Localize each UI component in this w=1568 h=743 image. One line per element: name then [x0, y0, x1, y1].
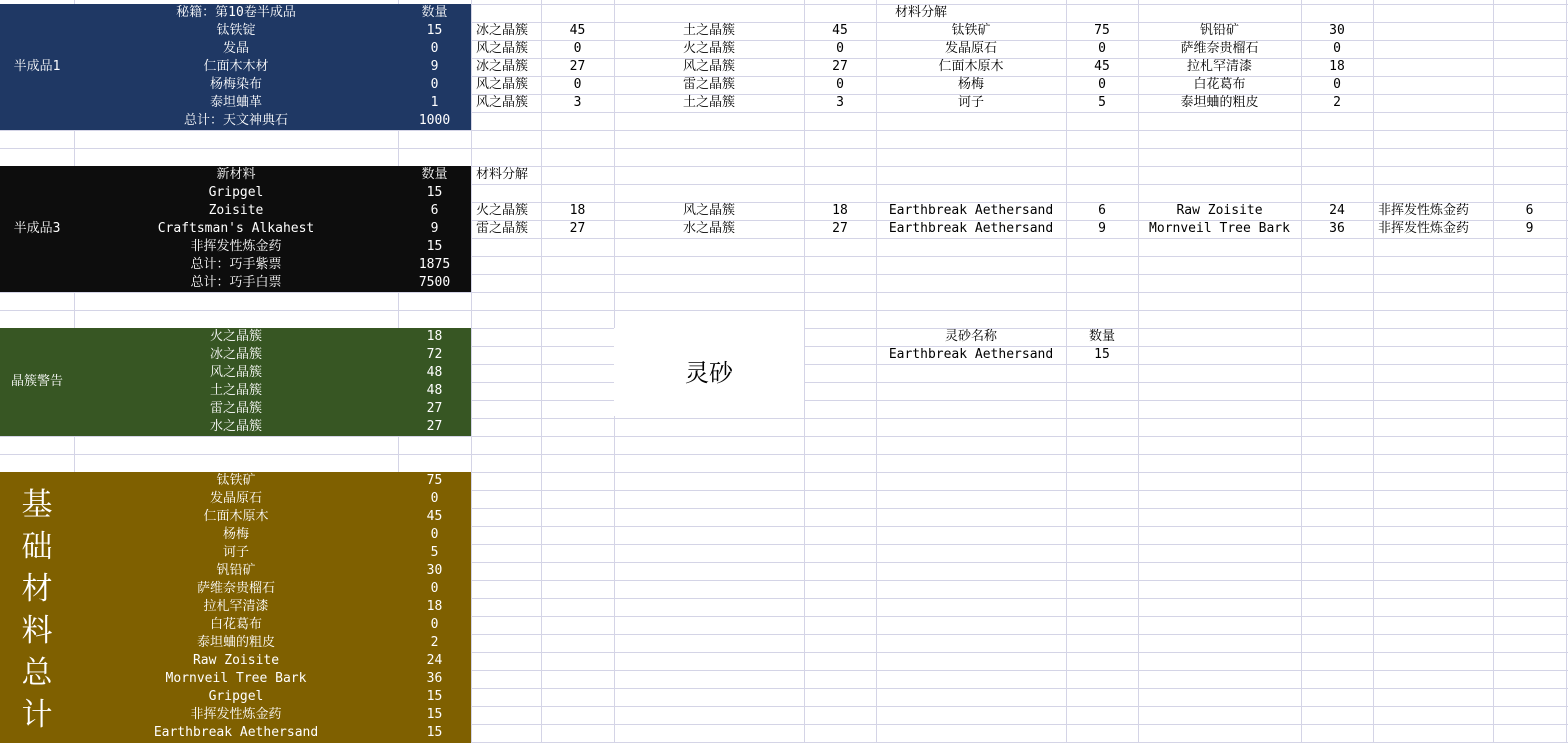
material-qty-cell[interactable]: 45	[1094, 59, 1110, 74]
material-name-cell[interactable]: 发晶原石	[944, 41, 997, 56]
material-qty-cell[interactable]: 3	[836, 95, 844, 110]
semi-product-1-label[interactable]: 半成品1	[13, 59, 61, 74]
material-qty-cell[interactable]: 0	[573, 41, 582, 56]
item-name[interactable]: Mornveil Tree Bark	[165, 671, 307, 686]
material-qty-cell[interactable]: 9	[1098, 221, 1106, 236]
material-qty-cell[interactable]: 45	[832, 23, 848, 38]
material-name-cell[interactable]: 冰之晶簇	[476, 23, 529, 38]
item-qty[interactable]: 0	[430, 617, 439, 632]
row-gridline	[0, 148, 1568, 149]
item-qty[interactable]: 15	[426, 725, 443, 740]
material-qty-cell[interactable]: 27	[832, 59, 848, 74]
material-qty-cell[interactable]: 6	[1098, 203, 1106, 218]
item-qty[interactable]: 45	[426, 509, 443, 524]
item-name[interactable]: Raw Zoisite	[192, 653, 280, 668]
item-qty[interactable]: 0	[430, 581, 439, 596]
list-item	[0, 94, 471, 112]
block1-header-name[interactable]: 秘籍：第10卷半成品	[176, 5, 296, 20]
material-qty-cell[interactable]: 18	[832, 203, 848, 218]
material-qty-cell[interactable]: 30	[1329, 23, 1345, 38]
material-name-cell[interactable]: 风之晶簇	[476, 41, 529, 56]
material-name-cell[interactable]: 土之晶簇	[682, 23, 735, 38]
item-name[interactable]: 钛铁矿	[216, 473, 256, 488]
material-qty-cell[interactable]: 45	[569, 23, 586, 38]
block3-header-qty[interactable]: 数量	[421, 167, 448, 182]
list-item	[0, 346, 471, 364]
list-item	[0, 328, 471, 346]
base-label-char: 料	[21, 613, 53, 649]
list-item	[0, 526, 471, 544]
item-name[interactable]: Zoisite	[208, 203, 264, 218]
material-qty-cell[interactable]: 0	[1098, 41, 1106, 56]
item-qty[interactable]: 18	[426, 329, 443, 344]
material-qty-cell[interactable]: 9	[1525, 221, 1534, 236]
block1-header-row	[0, 4, 471, 22]
item-name[interactable]: 非挥发性炼金药	[190, 239, 282, 254]
material-name-cell[interactable]: 钒铅矿	[1199, 23, 1239, 38]
list-item	[0, 634, 471, 652]
block3-header-name[interactable]: 新材料	[216, 167, 256, 182]
material-qty-cell[interactable]: 3	[573, 95, 582, 110]
material-qty-cell[interactable]: 2	[1333, 95, 1341, 110]
item-qty[interactable]: 15	[426, 239, 443, 254]
material-name-cell[interactable]: Earthbreak Aethersand	[888, 221, 1054, 236]
item-name[interactable]: Gripgel	[208, 689, 264, 704]
material-name-cell[interactable]: 冰之晶簇	[476, 59, 529, 74]
column-gridline	[1493, 0, 1494, 743]
material-name-cell[interactable]: 风之晶簇	[476, 77, 529, 92]
item-qty[interactable]: 27	[426, 401, 443, 416]
item-name[interactable]: 杨梅	[222, 527, 249, 542]
list-item	[0, 706, 471, 724]
item-name[interactable]: 仁面木木材	[203, 59, 269, 74]
item-name[interactable]: 杨梅染布	[209, 77, 262, 92]
item-qty[interactable]: 15	[426, 707, 443, 722]
material-name-cell[interactable]: Mornveil Tree Bark	[1149, 221, 1290, 236]
list-item	[0, 184, 471, 202]
item-qty[interactable]: 15	[426, 23, 443, 38]
base-label-char: 础	[21, 529, 53, 565]
material-qty-cell[interactable]: 27	[569, 59, 586, 74]
material-qty-cell[interactable]: 75	[1094, 23, 1110, 38]
item-name[interactable]: 发晶原石	[209, 491, 262, 506]
lingsha-name[interactable]: Earthbreak Aethersand	[888, 347, 1054, 362]
material-qty-cell[interactable]: 5	[1098, 95, 1106, 110]
item-qty[interactable]: 36	[426, 671, 443, 686]
material-name-cell[interactable]: 风之晶簇	[476, 95, 529, 110]
item-name[interactable]: Gripgel	[208, 185, 264, 200]
material-qty-cell[interactable]: 0	[836, 41, 844, 56]
list-item	[0, 112, 471, 130]
semi-product-3-block	[0, 166, 471, 292]
row-gridline	[0, 130, 1568, 131]
list-item	[0, 418, 471, 436]
item-qty[interactable]: 7500	[418, 275, 451, 290]
block1-header-qty[interactable]: 数量	[421, 5, 448, 20]
material-name-cell[interactable]: 杨梅	[957, 77, 984, 92]
material-name-cell[interactable]: 仁面木原木	[938, 59, 1004, 74]
material-name-cell[interactable]: 土之晶簇	[682, 95, 735, 110]
base-label-char: 基	[21, 487, 53, 523]
material-qty-cell[interactable]: 0	[836, 77, 844, 92]
item-qty[interactable]: 0	[430, 77, 439, 92]
column-gridline	[1566, 0, 1567, 743]
material-name-cell[interactable]: 水之晶簇	[682, 221, 735, 236]
list-item	[0, 76, 471, 94]
item-name[interactable]: 诃子	[222, 545, 249, 560]
list-item	[0, 670, 471, 688]
item-qty[interactable]: 24	[426, 653, 443, 668]
item-name[interactable]: 拉札罕清漆	[203, 599, 269, 614]
item-qty[interactable]: 48	[426, 365, 443, 380]
item-qty[interactable]: 18	[426, 599, 443, 614]
base-label-char: 总	[21, 655, 53, 691]
material-qty-cell[interactable]: 27	[569, 221, 586, 236]
material-name-cell[interactable]: 风之晶簇	[682, 59, 735, 74]
item-name[interactable]: 火之晶簇	[209, 329, 262, 344]
item-name[interactable]: 冰之晶簇	[209, 347, 262, 362]
list-item	[0, 688, 471, 706]
item-qty[interactable]: 2	[430, 635, 439, 650]
list-item	[0, 202, 471, 220]
row-gridline	[0, 292, 1568, 293]
column-gridline	[471, 0, 472, 743]
list-item	[0, 652, 471, 670]
item-name[interactable]: 泰坦蛐的粗皮	[196, 635, 275, 650]
item-name[interactable]: 风之晶簇	[209, 365, 262, 380]
item-qty[interactable]: 0	[430, 527, 439, 542]
lingsha-header-name[interactable]: 灵砂名称	[944, 329, 997, 344]
item-qty[interactable]: 48	[426, 383, 443, 398]
item-name[interactable]: 钒铅矿	[216, 563, 256, 578]
item-qty[interactable]: 27	[426, 419, 443, 434]
item-name[interactable]: Craftsman's Alkahest	[157, 221, 315, 236]
item-qty[interactable]: 75	[426, 473, 443, 488]
item-name[interactable]: 萨维奈贵榴石	[196, 581, 275, 596]
item-name[interactable]: 土之晶簇	[209, 383, 262, 398]
item-name[interactable]: 总计：天文神典石	[183, 113, 288, 128]
item-name[interactable]: 钛铁锭	[216, 23, 256, 38]
item-qty[interactable]: 0	[430, 41, 439, 56]
material-qty-cell[interactable]: 18	[1329, 59, 1345, 74]
list-item	[0, 400, 471, 418]
list-item	[0, 724, 471, 742]
material-qty-cell[interactable]: 18	[569, 203, 586, 218]
list-item	[0, 508, 471, 526]
material-name-cell[interactable]: 雷之晶簇	[476, 221, 529, 236]
list-item	[0, 382, 471, 400]
list-item	[0, 580, 471, 598]
crystal-warning-block	[0, 328, 471, 436]
material-qty-cell[interactable]: 0	[1333, 41, 1341, 56]
item-qty[interactable]: 30	[426, 563, 443, 578]
item-qty[interactable]: 15	[426, 689, 443, 704]
material-name-cell[interactable]: 钛铁矿	[951, 23, 991, 38]
material-name-cell[interactable]: 火之晶簇	[476, 203, 529, 218]
item-qty[interactable]: 1875	[418, 257, 451, 272]
list-item	[0, 274, 471, 292]
material-name-cell[interactable]: Raw Zoisite	[1176, 203, 1263, 218]
semi-product-1-block	[0, 4, 471, 130]
material-name-cell[interactable]: 诃子	[957, 95, 984, 110]
item-qty[interactable]: 15	[426, 185, 443, 200]
column-gridline	[1373, 0, 1374, 743]
lingsha-qty[interactable]: 15	[1094, 347, 1110, 362]
list-item	[0, 58, 471, 76]
material-name-cell[interactable]: 白花葛布	[1193, 77, 1246, 92]
row-gridline	[0, 454, 1568, 455]
item-name[interactable]: 总计：巧手紫票	[190, 257, 282, 272]
breakdown-1-title[interactable]: 材料分解	[894, 5, 947, 20]
list-item	[0, 40, 471, 58]
base-materials-block	[0, 472, 471, 743]
material-name-cell[interactable]: 火之晶簇	[682, 41, 735, 56]
semi-product-3-label[interactable]: 半成品3	[13, 221, 61, 236]
list-item	[0, 220, 471, 238]
list-item	[0, 544, 471, 562]
list-item	[0, 616, 471, 634]
item-qty[interactable]: 0	[430, 491, 439, 506]
item-qty[interactable]: 72	[426, 347, 443, 362]
list-item	[0, 598, 471, 616]
item-name[interactable]: 水之晶簇	[209, 419, 262, 434]
block3-header-row	[0, 166, 471, 184]
item-name[interactable]: 总计：巧手白票	[190, 275, 282, 290]
material-qty-cell[interactable]: 6	[1525, 203, 1534, 218]
item-name[interactable]: 雷之晶簇	[209, 401, 262, 416]
base-label-char: 计	[21, 697, 53, 733]
row-gridline	[0, 310, 1568, 311]
lingsha-header-qty[interactable]: 数量	[1088, 329, 1115, 344]
material-qty-cell[interactable]: 0	[573, 77, 582, 92]
material-name-cell[interactable]: 雷之晶簇	[682, 77, 735, 92]
item-name[interactable]: 仁面木原木	[203, 509, 269, 524]
list-item	[0, 364, 471, 382]
list-item	[0, 472, 471, 490]
item-qty[interactable]: 1000	[418, 113, 451, 128]
item-qty[interactable]: 6	[430, 203, 439, 218]
item-name[interactable]: 发晶	[222, 41, 249, 56]
row-gridline	[0, 436, 1568, 437]
list-item	[0, 256, 471, 274]
material-name-cell[interactable]: 泰坦蛐的粗皮	[1180, 95, 1259, 110]
item-name[interactable]: 非挥发性炼金药	[190, 707, 282, 722]
material-qty-cell[interactable]: 24	[1329, 203, 1345, 218]
item-qty[interactable]: 5	[430, 545, 439, 560]
item-qty[interactable]: 1	[430, 95, 439, 110]
material-qty-cell[interactable]: 36	[1329, 221, 1345, 236]
material-name-cell[interactable]: 非挥发性炼金药	[1378, 221, 1470, 236]
item-qty[interactable]: 9	[430, 59, 439, 74]
list-item	[0, 22, 471, 40]
item-qty[interactable]: 9	[430, 221, 439, 236]
material-qty-cell[interactable]: 0	[1098, 77, 1106, 92]
material-name-cell[interactable]: 萨维奈贵榴石	[1180, 41, 1259, 56]
list-item	[0, 562, 471, 580]
crystal-warning-label[interactable]: 晶簇警告	[10, 374, 63, 389]
item-name[interactable]: 泰坦蛐革	[209, 95, 262, 110]
material-qty-cell[interactable]: 0	[1333, 77, 1341, 92]
material-name-cell[interactable]: 非挥发性炼金药	[1378, 203, 1470, 218]
material-name-cell[interactable]: Earthbreak Aethersand	[888, 203, 1054, 218]
material-qty-cell[interactable]: 27	[832, 221, 848, 236]
material-name-cell[interactable]: 风之晶簇	[682, 203, 735, 218]
item-name[interactable]: Earthbreak Aethersand	[153, 725, 319, 740]
lingsha-label[interactable]: 灵砂	[614, 328, 804, 416]
list-item	[0, 490, 471, 508]
breakdown-3-title[interactable]: 材料分解	[476, 167, 529, 182]
item-name[interactable]: 白花葛布	[209, 617, 262, 632]
material-name-cell[interactable]: 拉札罕清漆	[1186, 59, 1252, 74]
base-label-char: 材	[21, 571, 53, 607]
list-item	[0, 238, 471, 256]
